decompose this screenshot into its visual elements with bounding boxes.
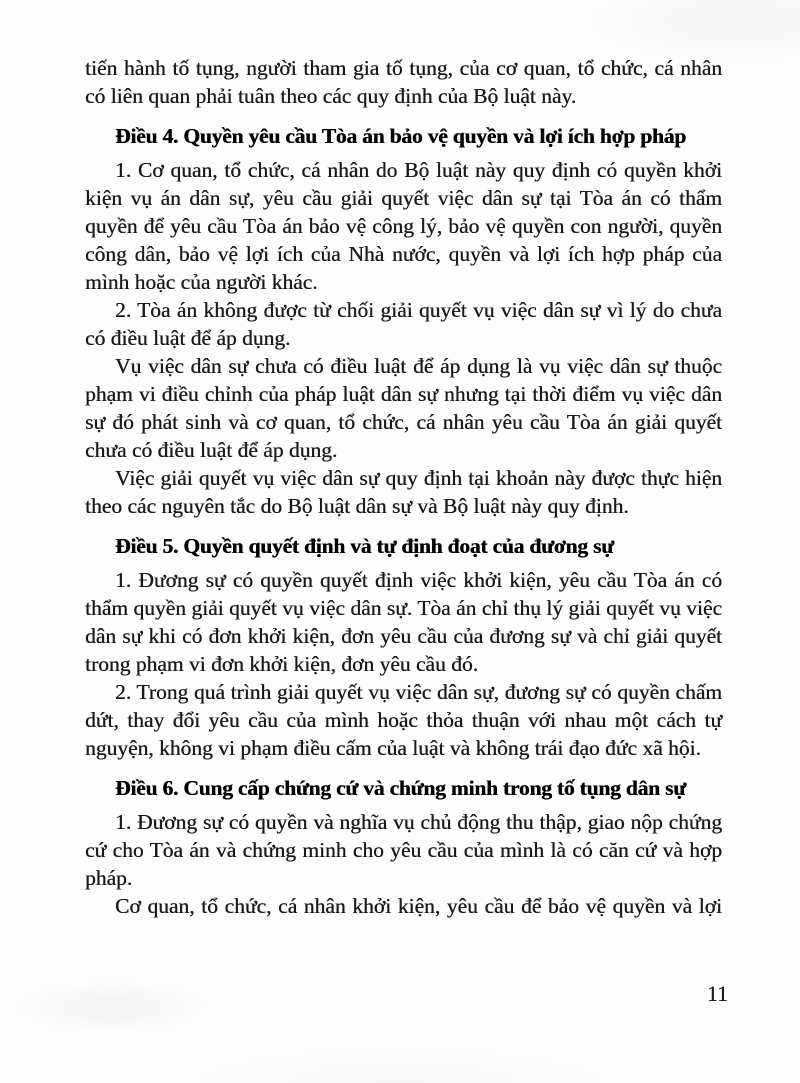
paragraph: Việc giải quyết vụ việc dân sự quy định tại khoản này được thực hiện theo các nguyên tắc do Bộ luật dân sự và Bộ luật này quy định. [85, 466, 722, 518]
paragraph: Vụ việc dân sự chưa có điều luật để áp dụng là vụ việc dân sự thuộc phạm vi điều chỉnh của pháp luật dân sự nhưng tại thời điểm vụ việc dân sự đó phát sinh và cơ quan, tổ chức, cá nhân yêu cầu Tòa án giải quyết chưa có điều luật để áp dụng. [85, 354, 722, 462]
article-4-heading: Điều 4. Quyền yêu cầu Tòa án bảo vệ quyền và lợi ích hợp pháp [115, 124, 686, 148]
paragraph: 1. Cơ quan, tổ chức, cá nhân do Bộ luật này quy định có quyền khởi kiện vụ án dân sự, yêu cầu giải quyết việc dân sự tại Tòa án có thẩm quyền để yêu cầu Tòa án bảo vệ công lý, bảo vệ quyền con người, quyền công dân, bảo vệ lợi ích của Nhà nước, quyền và lợi ích hợp pháp của mình hoặc của người khác. [85, 158, 722, 294]
paragraph: tiến hành tố tụng, người tham gia tố tụng, của cơ quan, tổ chức, cá nhân có liên quan phải tuân theo các quy định của Bộ luật này. [85, 56, 722, 108]
paragraph: 1. Đương sự có quyền quyết định việc khởi kiện, yêu cầu Tòa án có thẩm quyền giải quyết vụ việc dân sự. Tòa án chỉ thụ lý giải quyết vụ việc dân sự khi có đơn khởi kiện, đơn yêu cầu của đương sự và chỉ giải quyết trong phạm vi đơn khởi kiện, đơn yêu cầu đó. [85, 568, 722, 676]
paragraph: Cơ quan, tổ chức, cá nhân khởi kiện, yêu cầu để bảo vệ quyền và lợi [115, 894, 722, 918]
paragraph: 2. Tòa án không được từ chối giải quyết vụ việc dân sự vì lý do chưa có điều luật để áp dụng. [85, 298, 722, 350]
article-5-heading: Điều 5. Quyền quyết định và tự định đoạt của đương sự [115, 534, 614, 558]
paragraph: 1. Đương sự có quyền và nghĩa vụ chủ động thu thập, giao nộp chứng cứ cho Tòa án và chứng minh cho yêu cầu của mình là có căn cứ và hợp pháp. [85, 810, 722, 890]
paragraph: 2. Trong quá trình giải quyết vụ việc dân sự, đương sự có quyền chấm dứt, thay đổi yêu cầu của mình hoặc thỏa thuận với nhau một cách tự nguyện, không vi phạm điều cấm của luật và không trái đạo đức xã hội. [85, 680, 722, 760]
article-6-heading: Điều 6. Cung cấp chứng cứ và chứng minh trong tố tụng dân sự [115, 776, 686, 800]
page-number: 11 [706, 981, 728, 1006]
